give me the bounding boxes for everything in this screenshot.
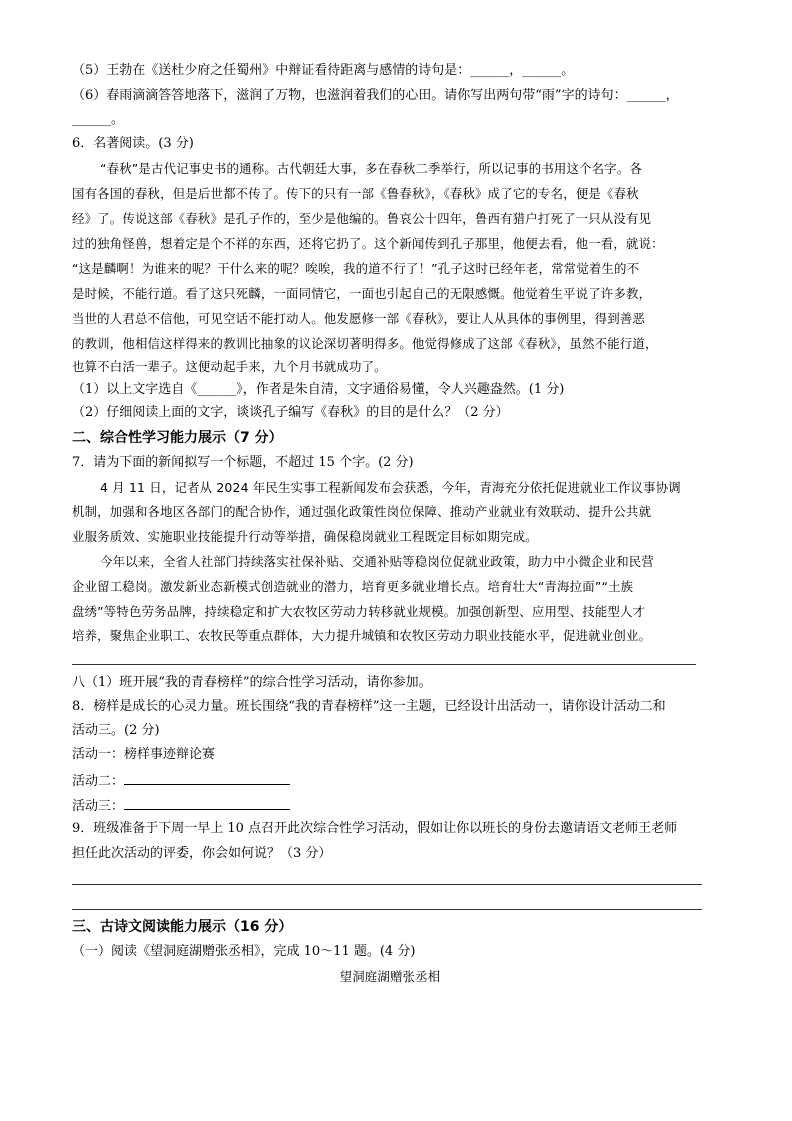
question-9-cont: 担任此次活动的评委，你会如何说？（3 分） (72, 846, 332, 861)
passage-line: 的教训，他相信这样得来的教训比抽象的议论深切著明得多。他觉得修成了这部《春秋》，虽然不能行道， (72, 336, 658, 351)
news-line: 培养，聚焦企业职工、农牧民等重点群体，大力提升城镇和农牧区劳动力职业技能水平，促进就业创业。 (72, 628, 652, 643)
passage-line: 过的独角怪兽，想着定是个不祥的东西，还将它扔了。这个新闻传到孔子那里，他便去看，他一看，就说： (72, 236, 664, 251)
question-6-line-cont: ______。 (72, 112, 125, 127)
question-5-line: （5）王勃在《送杜少府之任蜀州》中辩证看待距离与感情的诗句是：______，______。 (72, 63, 575, 78)
sub-question-1: （1）以上文字选自《______》，作者是朱自清，文字通俗易懂，令人兴趣盎然。(1 分) (72, 382, 565, 397)
passage-line: 国有各国的春秋，但是后世都不传了。传下的只有一部《鲁春秋》，《春秋》成了它的专名，便是《春秋 (72, 186, 639, 201)
question-6-line: （6）春雨滴滴答答地落下，滋润了万物，也滋润着我们的心田。请你写出两句带“雨”字的诗句：______， (72, 88, 679, 103)
activity-2-label: 活动二： (72, 774, 125, 789)
passage-line: 是时候，不能行道。看了这只死麟，一面同情它，一面也引起自己的无限感慨。他觉着生平说了许多教， (72, 286, 652, 301)
question-9: 9．班级准备于下周一早上 10 点召开此次综合性学习活动，假如让你以班长的身份去邀请语文老师王老师 (72, 821, 678, 836)
section-3-heading: 三、古诗文阅读能力展示（16 分） (72, 919, 293, 935)
activity-2-blank[interactable] (124, 770, 290, 785)
question-8: 8．榜样是成长的心灵力量。班长围绕“我的青春榜样”这一主题，已经设计出活动一，请你设计活动二和 (72, 699, 666, 714)
activity-1: 活动一：榜样事迹辩论赛 (72, 747, 216, 762)
news-line: 盘绣”等特色劳务品牌，持续稳定和扩大农牧区劳动力转移就业规模。加强创新型、应用型、技能型人才 (72, 604, 646, 619)
activity-intro: 八（1）班开展“我的青春榜样”的综合性学习活动，请你参加。 (72, 675, 432, 690)
activity-2-row (72, 770, 722, 791)
passage-line: “春秋”是古代记事史书的通称。古代朝廷大事，多在春秋二季举行，所以记事的书用这个名字。各 (100, 161, 643, 176)
passage-line: 也算不白活一辈子。这便动起手来，九个月书就成功了。 (72, 359, 387, 374)
poem-question-intro: （一）阅读《望洞庭湖赠张丞相》，完成 10～11 题。(4 分) (72, 944, 416, 959)
activity-3-label: 活动三： (72, 799, 125, 814)
news-line: 机制，加强和各地区各部门的配合协作，通过强化政策性岗位保障、推动产业就业有效联动、提升公共就 (72, 504, 652, 519)
passage-line: 当世的人君总不信他，可见空话不能打动人。他发愿修一部《春秋》，要让人从具体的事例里，得到善恶 (72, 311, 645, 326)
activity-3-row (72, 795, 722, 816)
section-6-title: 6．名著阅读。(3 分) (72, 136, 194, 151)
answer-line[interactable] (72, 884, 702, 885)
question-8-cont: 活动三。(2 分) (72, 723, 160, 738)
passage-line: 经》了。传说这部《春秋》是孔子作的，至少是他编的。鲁哀公十四年，鲁西有猎户打死了一只从没有见 (72, 211, 652, 226)
answer-line[interactable] (72, 664, 696, 665)
poem-title: 望洞庭湖赠张丞相 (339, 969, 441, 984)
answer-line[interactable] (72, 909, 702, 910)
activity-3-blank[interactable] (124, 795, 290, 810)
section-2-heading: 二、综合性学习能力展示（7 分） (72, 430, 283, 446)
question-7: 7．请为下面的新闻拟写一个标题，不超过 15 个字。(2 分) (72, 455, 414, 470)
news-line: 企业留工稳岗。激发新业态新模式创造就业的潜力，培育更多就业增长点。培育壮大“青海拉面”“土族 (72, 579, 634, 594)
news-line: 今年以来，全省人社部门持续落实社保补贴、交通补贴等稳岗位促就业政策，助力中小微企业和民营 (100, 554, 654, 569)
news-line: 业服务质效、实施职业技能提升行动等举措，确保稳岗就业工程既定目标如期完成。 (72, 529, 538, 544)
sub-question-2: （2）仔细阅读上面的文字，谈谈孔子编写《春秋》的目的是什么？（2 分） (72, 405, 509, 420)
passage-line: “这是麟啊！为谁来的呢？干什么来的呢？唉唉，我的道不行了！”孔子这时已经年老，常常觉着生的不 (72, 261, 640, 276)
news-line: 4 月 11 日，记者从 2024 年民生实事工程新闻发布会获悉，今年，青海充分依托促进就业工作议事协调 (100, 480, 681, 495)
